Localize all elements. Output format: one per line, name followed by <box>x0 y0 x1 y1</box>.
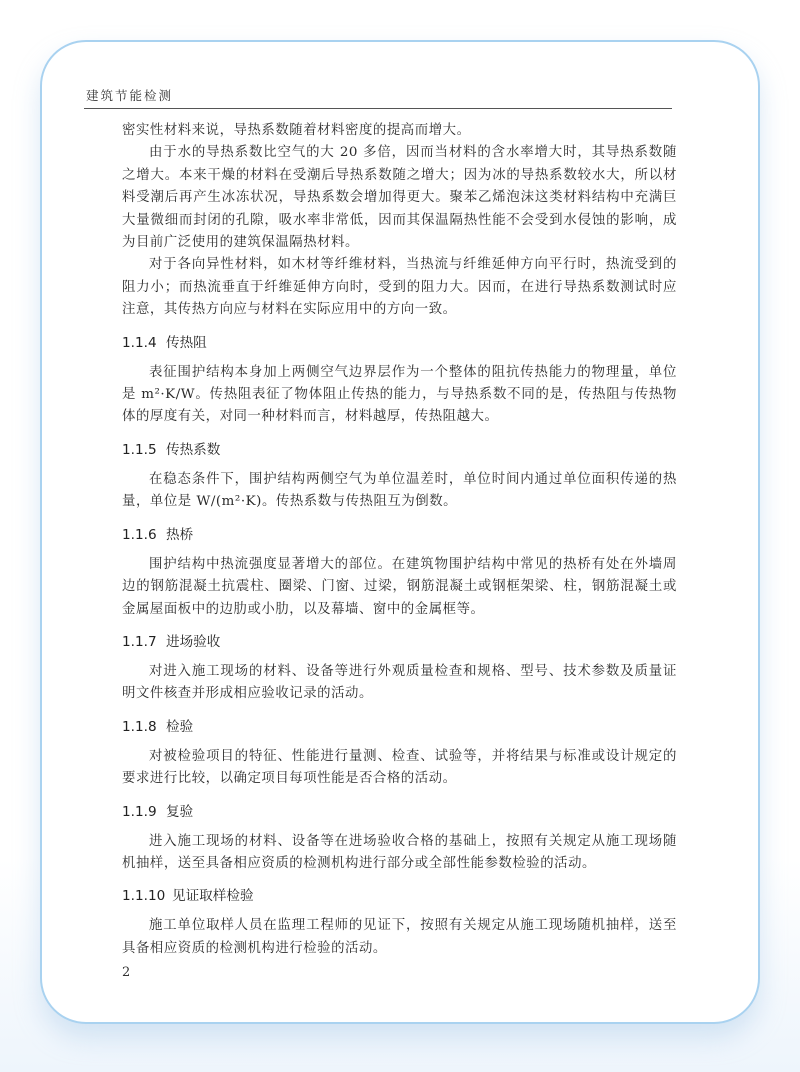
section-title: 传热阻 <box>166 334 207 351</box>
section-paragraph: 表征围护结构本身加上两侧空气边界层作为一个整体的阻抗传热能力的物理量，单位是 m²·K/W。传热阻表征了物体阻止传热的能力，与导热系数不同的是，传热阻与传热物体的厚度有关，对同一种材料而言，材料越厚，传热阻越大。 <box>122 364 677 425</box>
section-paragraph: 围护结构中热流强度显著增大的部位。在建筑物围护结构中常见的热桥有处在外墙周边的钢筋混凝土抗震柱、圈梁、门窗、过梁，钢筋混凝土或钢框架梁、柱，钢筋混凝土或金属屋面板中的边肋或小肋，以及幕墙、窗中的金属框等。 <box>122 556 677 617</box>
section-paragraph: 施工单位取样人员在监理工程师的见证下，按照有关规定从施工现场随机抽样，送至具备相应资质的检测机构进行检验的活动。 <box>122 918 677 956</box>
section-title: 热桥 <box>166 526 194 543</box>
section-heading <box>122 441 677 459</box>
section-heading <box>122 633 677 651</box>
section-heading <box>122 718 677 736</box>
section-heading <box>122 803 677 821</box>
section-title: 见证取样检验 <box>172 888 254 905</box>
section-heading <box>122 334 677 352</box>
section-paragraph: 进入施工现场的材料、设备等在进场验收合格的基础上，按照有关规定从施工现场随机抽样，送至具备相应资质的检测机构进行部分或全部性能参数检验的活动。 <box>122 833 677 871</box>
section-number: 1.1.5 <box>122 441 157 458</box>
section-number: 1.1.8 <box>122 718 157 735</box>
intro-paragraph: 由于水的导热系数比空气的大 20 多倍，因而当材料的含水率增大时，其导热系数随之增大。本来干燥的材料在受潮后导热系数随之增大；因为冰的导热系数较水大，所以材料受潮后再产生冰冻状况，导热系数会增加得更大。聚苯乙烯泡沫这类材料结构中充满巨大量微细而封闭的孔隙，吸水率非常低，因而其保温隔热性能不会受到水侵蚀的影响，成为目前广泛使用的建筑保温隔热材料。 <box>122 145 677 251</box>
section-paragraph: 在稳态条件下，围护结构两侧空气为单位温差时，单位时间内通过单位面积传递的热量，单位是 W/(m²·K)。传热系数与传热阻互为倒数。 <box>122 471 677 510</box>
header-rule <box>84 108 672 109</box>
page-body <box>122 120 677 960</box>
section-heading <box>122 887 677 905</box>
section-number: 1.1.9 <box>122 803 157 820</box>
section-number: 1.1.4 <box>122 334 157 351</box>
section-number: 1.1.10 <box>122 888 166 905</box>
section-title: 复验 <box>166 803 194 820</box>
section-number: 1.1.7 <box>122 633 157 650</box>
intro-paragraph: 密实性材料来说，导热系数随着材料密度的提高而增大。 <box>122 123 471 138</box>
section-paragraph: 对被检验项目的特征、性能进行量测、检查、试验等，并将结果与标准或设计规定的要求进行比较，以确定项目每项性能是否合格的活动。 <box>122 748 677 787</box>
section-number: 1.1.6 <box>122 526 157 543</box>
page-number: 2 <box>122 965 131 980</box>
section-title: 传热系数 <box>166 441 221 458</box>
running-head: 建筑节能检测 <box>86 88 174 103</box>
intro-paragraph: 对于各向异性材料，如木材等纤维材料，当热流与纤维延伸方向平行时，热流受到的阻力小；而热流垂直于纤维延伸方向时，受到的阻力大。因而，在进行导热系数测试时应注意，其传热方向应与材料在实际应用中的方向一致。 <box>122 257 677 318</box>
section-heading <box>122 526 677 544</box>
section-paragraph: 对进入施工现场的材料、设备等进行外观质量检查和规格、型号、技术参数及质量证明文件核查并形成相应验收记录的活动。 <box>122 663 677 702</box>
section-title: 检验 <box>166 718 194 735</box>
section-title: 进场验收 <box>166 633 221 650</box>
